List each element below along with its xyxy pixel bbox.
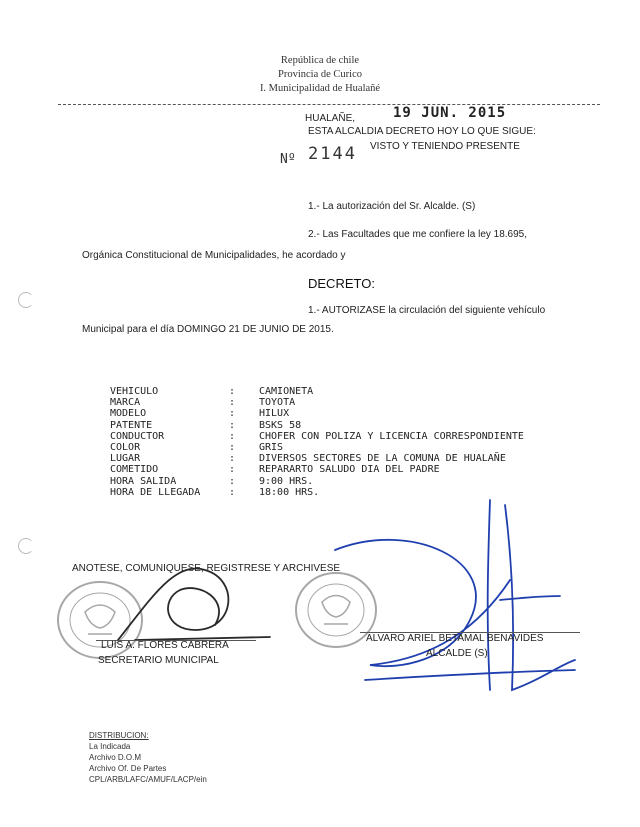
resolution-1: 1.- AUTORIZASE la circulación del siguiente vehículo (308, 305, 546, 316)
distribution-heading: DISTRIBUCION: (89, 731, 149, 740)
distribution-item: CPL/ARB/LAFC/AMUF/LACP/ein (89, 775, 207, 784)
detail-separator: : (229, 453, 236, 465)
date-stamp: 19 JUN. 2015 (393, 105, 507, 121)
header-municipality: I. Municipalidad de Hualañé (259, 83, 381, 94)
distribution-item: Archivo Of. De Partes (89, 764, 167, 773)
mayor-signature (335, 500, 575, 690)
detail-label: HORA DE LLEGADA (110, 486, 201, 498)
detail-value: CHOFER CON POLIZA Y LICENCIA CORRESPONDIENTE (259, 430, 524, 442)
detail-label: HORA SALIDA (110, 475, 177, 487)
detail-separator: : (229, 397, 236, 409)
detail-label: LUGAR (110, 453, 141, 465)
detail-separator: : (229, 408, 236, 420)
mayor-name: ALVARO ARIEL BETAMAL BENAVIDES (366, 633, 544, 644)
place-name: HUALAÑE, (305, 113, 356, 124)
detail-separator: : (229, 430, 236, 442)
detail-label: MODELO (110, 408, 147, 420)
header-province: Provincia de Curico (278, 69, 362, 80)
detail-separator: : (229, 419, 236, 431)
distribution-item: La Indicada (89, 742, 131, 751)
decree-number: 2144 (308, 144, 357, 164)
visto-text: VISTO Y TENIENDO PRESENTE (370, 141, 520, 152)
detail-value: HILUX (259, 408, 290, 420)
mayor-title: ALCALDE (S) (426, 648, 488, 659)
detail-label: VEHICULO (110, 386, 159, 397)
detail-separator: : (229, 442, 236, 453)
intro-text: ESTA ALCALDIA DECRETO HOY LO QUE SIGUE: (308, 126, 536, 137)
detail-separator: : (229, 475, 236, 487)
header-country: República de chile (280, 55, 360, 66)
detail-value: 9:00 HRS. (259, 475, 314, 487)
secretary-name: LUIS A. FLORES CABRERA (101, 640, 229, 651)
detail-separator: : (229, 464, 236, 476)
detail-value: TOYOTA (259, 397, 296, 409)
detail-label: COLOR (110, 442, 141, 453)
detail-label: COMETIDO (110, 464, 159, 476)
detail-separator: : (229, 486, 236, 498)
decree-title: DECRETO: (308, 276, 375, 291)
distribution-item: Archivo D.O.M (89, 753, 142, 762)
detail-value: DIVERSOS SECTORES DE LA COMUNA DE HUALAÑE (259, 453, 506, 465)
secretary-title: SECRETARIO MUNICIPAL (98, 655, 219, 666)
closing-text: ANOTESE, COMUNIQUESE, REGISTRESE Y ARCHIVESE (72, 563, 341, 574)
detail-label: PATENTE (110, 419, 153, 431)
consideration-2: 2.- Las Facultades que me confiere la ley 18.695, (308, 229, 528, 240)
detail-value: BSKS 58 (259, 419, 302, 431)
municipal-seal-right (296, 573, 376, 647)
consideration-1: 1.- La autorización del Sr. Alcalde. (S) (308, 201, 476, 212)
consideration-2-cont: Orgánica Constitucional de Municipalidades, he acordado y (82, 250, 346, 261)
detail-value: 18:00 HRS. (259, 486, 320, 498)
decree-number-prefix: Nº (280, 152, 296, 167)
detail-value: GRIS (259, 442, 284, 453)
detail-value: REPARARTO SALUDO DIA DEL PADRE (259, 464, 440, 476)
detail-label: CONDUCTOR (110, 430, 165, 442)
resolution-1-cont: Municipal para el día DOMINGO 21 DE JUNIO DE 2015. (82, 324, 334, 335)
detail-label: MARCA (110, 397, 141, 409)
detail-value: CAMIONETA (259, 386, 314, 397)
detail-separator: : (229, 386, 236, 397)
